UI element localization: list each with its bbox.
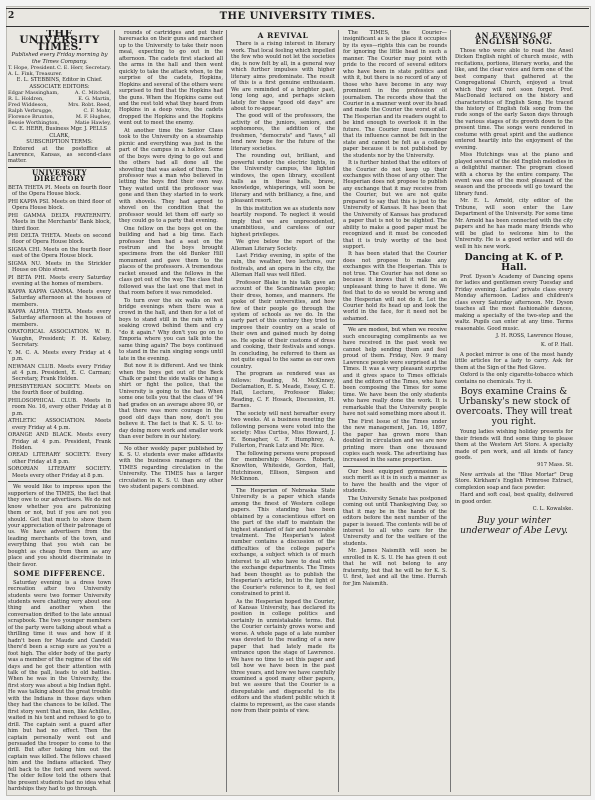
column-rule [450,30,451,792]
staff-name: Ralph Verbrugge, [8,108,53,115]
directory-entry: SIGMA CHI. Meets on the fourth floor east of the Opera House block. [8,246,111,260]
article-body: But now it is different. And we think when the boys get out of the Beck Chalk or paint the side walks or hang a shirt or fight the police, that the University is going to the bad. When some one tells you that the class of '94 had grades on an average above 90, or that there was more courage in the good old days than now, don't you believe it. The fact is that K. S. U. to-day doing more work and smaller work than ever before in our history. [119,363,223,441]
running-head [0,11,595,25]
article-body: The University Senate has postponed coming out until Thanksgiving Day, so that it may be in the hands of the editors before the next number of the paper is issued. The contents will be of interest to all who care for the University and for the welfare of the students. [343,495,447,547]
column-5 [455,30,573,794]
ad-signature: C. L. Kowalske. [532,506,573,513]
article-body: Mr. E. L. Arnold, city editor of the Tribune, will soon enter the Law Department of the University. For some time Mr. Arnold has been connected with the city papers and he has made many friends who will be glad to welcome him to the University. He is a good writer and will do well in his new work. [455,198,573,250]
editor-line: E. L. STEBBINS, Editor in Chief. [16,77,103,84]
section-rule [119,443,223,444]
ad-display: Boys examine Crains & Urbansky's new stock of overcoats. They will treat you right. [455,387,573,428]
article-body: Mr. James Naismith will soon be enrolled in K. S. U. He has given it out that he will not belong to any fraternity, but that he will be for K. S. U. first, last and all the time. Hurrah for Jim Naismith. [343,548,447,587]
article-body: The program as rendered was as follows: Reading, M. McKinney, Declamation, E. S. Meade, Essay, C. E. Hall, Lecture, Professor Blake; Reading, C. F. Hosack, Discussion, H. Barnes. [231,371,335,410]
column-1 [8,30,111,794]
section-rule [8,481,111,482]
directory-entry: OREAD LITERARY SOCIETY. Every other Friday at 8 p.m. [8,452,111,465]
ad-body: Prof. Dyson's Academy of Dancing opens for ladies and gentlemen every Tuesday and Friday evening. Ladies' private class every Monday afternoon. Ladies and children's class every Saturday afternoon. Mr. Dyson teaches all the most fashionable dances, making a specialty of the two-step and the waltz. Pupils can enter at any time. Terms reasonable. Good music. [455,273,573,332]
directory-entry: KAPPA ALPHA THETA. Meets every Saturday afternoon at the houses of members. [8,308,111,328]
article-body: Our best equipped gymnasium is such merit as it is in such a manner as to have the health and the vigor of students. [343,468,447,495]
article-body: At another time the Senior Class took to the University on a steamship picnic and everything was just in the part of the campus in a hollow. Some of the boys were dying to go out and the others had all done all the shoveling that was asked of them. The professor was a man who believed in letting the boys find their own way. They waited until the professor was gone and then they started in to work with shovels. They had agreed to shovel on the condition that the professor would let them off early so they could go to a party that evening. [119,127,223,225]
directory-entry: PHI GAMMA DELTA FRATERNITY. Meets in the Merchants' Bank block, third floor. [8,212,111,232]
directory-entry: PHI DELTA THETA. Meets on second floor of Opera House block. [8,232,111,246]
directory-entry: Y. M. C. A. Meets every Friday at 4 p.m. [8,349,111,363]
circulation-notice: No other weekly paper published by K. S. U. students ever make affidavits with the business managers of the TIMES regarding circulation in the University. The TIMES has a larger circulation in K. S. U. than any other two student papers combined. [119,445,223,491]
column-2 [119,30,223,794]
staff-name: R. L. Holdren, [8,96,44,103]
directory-entry: KAPPA KAPPA GAMMA. Meets every Saturday afternoon at the houses of members. [8,288,111,308]
ad-body: A pocket mirror is one of the most handy little articles for a lady to carry. Ask for them at the Sign of the Red Glove. [455,351,573,371]
column-rule [226,30,227,792]
ad-signature: J. H. ROSS, Lawrence House, [496,333,573,340]
business-manager: C. E. HERR, Business Mgr. J. PELLS CLARK, [12,126,107,139]
article-body: Last Friday evening, in spite of the rain, the weather, two lectures, our festivals, and an opera in the city, the Alleman Hall was well filled. [231,252,335,279]
directory-entry: SORORIAN LITERARY SOCIETY. Meets every other Friday at 8 p.m. [8,466,111,479]
masthead-title: THE UNIVERSITY TIMES. [19,30,100,53]
top-rule [6,8,589,9]
article-body: In this institution we as students now heartily respond. To neglect it would imply that we are unprecedented, unambitious, and careless of our highest privileges. [231,205,335,238]
section-rule [231,485,335,486]
terms-heading: SUBSCRIPTION TERMS: [26,139,93,146]
section-rule [343,466,447,467]
article-body: As the Hesperian hoped the Courier, of Kansas University, has declared its position in college politics and certainly in unmistakable terms. But the Courier certainly grows worse and worse. A whole page of a late number was devoted to the reading of a new paper that had lately made its entrance upon the stage of Lawrence. We have no time to set this paper and tell how we have been in the past three years, and how we have carefully examined a good many other papers, but we assure that the Courier is a disreputable and disgraceful to its editors and the student public which it claims to represent, as the case stands now from their points of view. [231,598,335,715]
masthead-subtitle: Published every Friday morning by the Times Company. [11,52,108,65]
article-body: Those who were able to read the Ansel Dicken English night of church music, with recitations, portions, literary works, and the like, and the clear voice and form one of the best company that gathered at the Congregational Church, enjoyed a treat which they will not soon forget. Prof. MacDonald lectured on the history and characteristics of English Song. He traced the history of English folk song from the rude songs of the early Saxon days through the various stages of its growth down to the present time. The songs were rendered in costume with great spirit and the audience entered heartily into the enjoyment of the evening. [455,47,573,151]
ad-heading: Dancing at K. of P. Hall. [464,251,564,273]
staff-name: Mrs. Robt. Reed, [68,102,111,109]
section-rule [343,324,447,325]
article-body: We give below the report of the Alleman Literary Society. [231,239,335,252]
directory-entry: ORATORICAL ASSOCIATION. W. B. Vaughn, President; F. H. Kelsey, Secretary. [8,329,111,349]
ad-display: Buy your winter underwear of Abe Levy. [460,515,568,536]
associate-label: ASSOCIATE EDITORS: [29,83,90,90]
article-body: The Hesperian of Nebraska State University is a paper which stands among the finest of Western college papers. This standing has been obtained by a conscientious effort on the part of the staff to maintain the highest standard of fair and honorable treatment. The Hesperian's latest number contains a discussion of the difficulties of the college paper's exchange, a subject which is of much interest to all who have to deal with the exchange departments. The Times had been thought as to publish the Hesperian's article, but in the light of the Courier's reference to it, we feel constrained to print it. [231,487,335,598]
ad-body: Hard and soft coal, best quality, delivered in good order. [455,492,573,505]
staff-name: Florence Brunton, [8,114,55,121]
staff-name: Matie Hawley, [74,120,111,127]
article-body: It has been stated that the Courier does not propose to make any exchanges with the Hesperian. This is not true. The Courier has not done so because it knows that it will be an unpleasant thing to have it done. We feel that to do so would be wrong and the Hesperian will not do it. Let the Courier hold its head up and look the world in the face, for it need not be ashamed. [343,251,447,322]
article-heading: A REVIVAL [257,31,309,40]
directory-entry: NEWMAN CLUB. Meets every Friday at 4 p.m. President, E. C. Carman; Secretary, Frank Holden. [8,363,111,383]
ad-body: Young ladies wishing holiday presents for their friends will find some thing to please them at the Western Art Store. A specialty made of pen work, and all kinds of fancy goods. [455,429,573,462]
article-body: We are modest, but when we receive such encouraging compliments as we have received in the past week we cannot help sending them and feel proud of them. Friday, Nov. 9 many Lawrence people were surprised at the Times. It was a very pleasant surprise and it gives space to Times officials and the editors of the Times, who have been composing the Times for some time. We have been the only students who have really done the work. It is remarkable that the University people have not said something more about it. [343,327,447,418]
advertisers-notice: We would like to impress upon the supporters of the TIMES, the fact that they owe to our advertisers. We do not know whether you are patronizing them or not, but if you are not you should. Get that much to show them your appreciation of their patronage of us. We have advertisers from the leading merchants of the town, and everything that you wish can be bought as cheap from them as any place and you should discriminate in their favor. [8,484,111,568]
article-body: The First Issue of the Times under the new management, Jan. 16, 1897, the paper has grown more than doubled in circulation and we are now printing more than one thousand copies each week. The advertising has increased in the same proportion. [343,418,447,464]
article-body: It is further hinted that the editors of the Courier do not keep up their exchanges with those of any other. The Hesperian does not propose to publish any exchange that it may receive from the Courier, but we are not quite prepared to say that this is just to the University of Kansas. It has been that the University of Kansas has produced a paper that is not to be slighted. The ability to make a good paper must be recognized and it must be conceded that it is truly worthy of the best support. [343,160,447,250]
article-body: To turn over the six walks on wet bridge evenings when there was a crowd in the hall, and then for a lot of boys to stand still in the rain with a soaking crowd behind them and cry "do it again." Why don't you go on to Emporia where you can talk into the same thing again? The boys continued to stand in the rain singing songs until late in the evening. [119,297,223,362]
running-title: THE UNIVERSITY TIMES. [219,11,376,22]
staff-name: Edgar Massingham, [8,90,59,97]
column-3 [231,30,335,794]
article-body: rounds of cartridges and put their haversacks on their guns and marched up to the University to take their noon meal, expecting to go out in the afternoon. The cadets first stacked all the arms in the hall and then went quickly to take the attack when, to the surprise of the cadets, Hopkins, Hopkins and several of the others were surprised to find that the Hopkins had the guns. When the Hopkins came out and the rest told what they heard from Hopkins in a deep voice, the cadets dropped the Hopkins and the Hopkins went out to meet the enemy. [119,30,223,127]
directory-entry: ORANGE AND BLACK. Meets every Friday at 4 p.m. President, Frank Holden. [8,432,111,452]
article-body: One fellow on the boys got on the building and had a big time. Each professor then had a seat on the rostrum and the boys brought specimens from the old Bunker Hill monument and gave them to the places of the professors. A tremendous racket ensued and the fellows in the class got out of the way. The class that followed was the last one that met in that room before it was remodeled. [119,225,223,297]
directory-title: UNIVERSITY DIRECTORY [32,167,87,184]
directory-entry: PRESBYTERIAN SOCIETY. Meets on the fourth floor of building. [8,383,111,397]
directory-entry: BETA THETA PI. Meets on fourth floor of the Opera House block. [8,184,111,198]
directory-entry: PI BETA PHI. Meets every Saturday evening at the homes of members. [8,274,111,288]
officer: T. Hope, President. [8,65,57,72]
officer: C. E. Herr, Secretary. [56,65,111,72]
column-rule [114,30,115,792]
directory-entry: ATHLETIC ASSOCIATION. Meets every Friday at 4 p.m. [8,418,111,431]
directory-entry: PHI KAPPA PSI. Meets on third floor of Opera House block. [8,198,111,212]
staff-name: Fred Widdeson, [8,102,49,109]
ad-signature: 917 Mass. St. [537,462,573,469]
column-rule [338,30,339,792]
article-body: There is a rising interest in literary work. That local feeling which impelled the few who would not let the societies die, is now felt by all, in a general way which further impulses with higher literary aims predominate. The result of this is a first genuine enthusiasm. We are reminded of a brighter past, long long ago, and perhaps sicken lately for these "good old days" are about to re-appear. [231,41,335,112]
directory-entry: SIGMA NU. Meets in the Strickler House on Ohio street. [8,260,111,274]
column-4 [343,30,447,794]
ad-body: New arrivals at the "Blue Mortar" Drug Store. Kirkham's English Primrose Extract, complexion soap and face powder. [455,471,573,491]
ad-signature: K. of P. Hall. [540,342,573,349]
header-rule [6,26,589,27]
article-body: The society will next hereafter every two weeks. At a business meeting the following persons were voted into the society: Miss Curtiss, Miss Howard, J. E. Bonagher, C. F. Humphrey, A. Fullerton, Frank Lutz and Mr. Rice. [231,410,335,450]
article-body: The good will of the professors, the activity of the juniors, seniors, and sophomores, the addition of the freshmen, "democrats" and "laws," all lend new hope for the future of the literary societies. [231,113,335,152]
ad-body: Oxford is the only cigarette-tobacco which contains no chemicals. Try it. [455,372,573,385]
article-body: Miss Hutchings was at the piano and played several of the old English melodies in a delightful manner. The program closed with a chorus by the entire company. The event was one of the most pleasant of the season and the proceeds will go toward the library fund. [455,152,573,197]
article-heading: SOME DIFFERENCE. [13,569,106,579]
staff-name: C. F. Mohr, [83,108,111,115]
staff-name: E. G. Martin, [78,96,111,103]
staff-name: A. C. Mitchell, [74,90,111,97]
article-body: Saturday evening is a dress town recreation after two University students were two former University students were chatting very about one thing and another when the conversation drifted to the late annual scrapbook. The two younger members of the party were talking about what a thrilling time it was and how if it hadn't been for Maude and Candell there'd been a scrap sure as you're a foot high. The elder body of the party was a member of the regime of the old days and he got their attention with talk of the pall, leads to old battles. When he was in the University, the first story was about a big Indian fight. He was talking about the great trouble with the Indians in those days when they had the chances to be killed. The first story went that men, like Achilles, waited in his tent and refused to go to drill. The captain sent a guard after him but had no effect. Then the captain personally went out and persuaded the trooper to come to the drill. But after taking him out the captain was killed. The fellows chased him and the Indians attacked. They fell back to the fort and were saved. The older fellow told the others that the present students had no idea what hardships they had to go through. [8,579,111,793]
directory-entry: PHILOSOPHICAL CLUB. Meets in room No. 16, every other Friday at 8 p.m. [8,397,111,417]
postal-notice: Entered at the postoffice at Lawrence, Kansas, as second-class matter. [8,145,111,165]
article-body: Professor Blake in his talk gave an account of the Scandinavian people; their dress, homes, and manners. He spoke of their universities, and how few of their people go through the system of schools as we do. In the early part of this century they tried to improve their country on a scale of their own and gained much by doing so. He spoke of their customs of dress and cooking, their festivals and songs. In concluding, he referred to them as not quite equal to the same as our own country. [231,279,335,370]
officer: A. L. Fink, Treasurer. [8,71,63,78]
article-body: The TIMES, the Courier—insignificant as is the place it occupies by its eyes—rights this can be rounds for ignoring the little head in such a manner. The Courier may point with pride to the record of several editors who have been in state politics and with it, but there is no record of any of those who have become in any way prominent in the profession of journalism. The records show that the Courier in a manner went over its head and made the Courier the worst of all. The Hesperian and its readers ought to be kind enough to overlook it in the future. The Courier must remember that its influence cannot be felt in the state and cannot be felt as a college paper because it is not published by the students nor by the University. [343,30,447,159]
directory-list [8,185,111,479]
staff-name: Bessie Worthington, [8,120,60,127]
article-heading: AN EVENING OF ENGLISH SONG. [475,31,553,47]
article-body: The following persons were proposed for membership: Messrs. Roberts, Knowlton, Whiteside, Gordon, Hall, Hutchinson, Ellison, Simpson and McKinnon. [231,450,335,483]
article-body: The rounding out, brilliant, and powerful under the electric lights, in the University campus, the lighted windows, the open library, excellent halls as in these halls, brave, knowledge, whisperings, will soon be literary and with brilliancy, a fine, and pleasant resort. [231,153,335,205]
page-number: 2 [8,11,15,21]
staff-name: M. F. Hughes, [75,114,111,121]
